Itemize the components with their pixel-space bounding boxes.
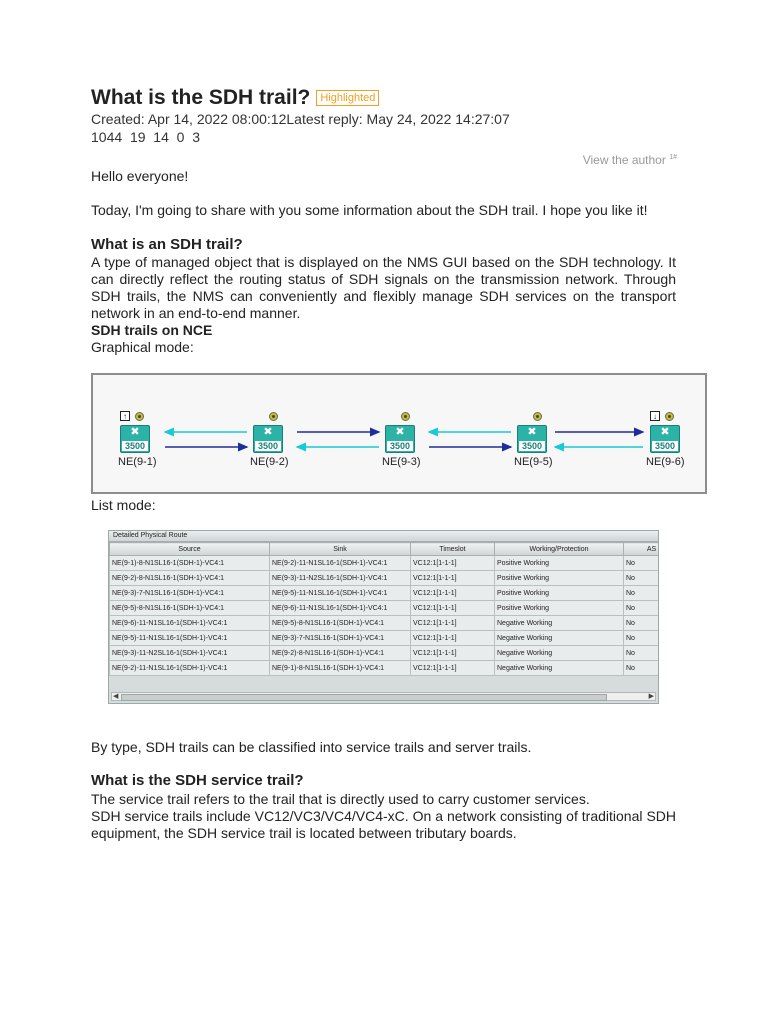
cell-sink: NE(9-5)-8-N1SL16-1(SDH-1)-VC4:1 — [270, 616, 411, 631]
detailed-physical-route-panel — [108, 530, 659, 704]
greeting-text: Hello everyone! — [91, 168, 189, 184]
cell-as: No — [624, 601, 660, 616]
ne-device-icon: ✖ 3500 — [120, 425, 150, 453]
column-header-source[interactable]: Source — [110, 543, 270, 556]
ne-label-9-6: NE(9-6) — [646, 456, 685, 468]
table-row[interactable] — [110, 646, 660, 661]
ne-device-icon: ✖ 3500 — [517, 425, 547, 453]
ne-label-9-2: NE(9-2) — [250, 456, 289, 468]
cell-working-protection: Positive Working — [495, 571, 624, 586]
cell-sink: NE(9-3)-11-N2SL16-1(SDH-1)-VC4:1 — [270, 571, 411, 586]
ne-label-9-5: NE(9-5) — [514, 456, 553, 468]
horizontal-scrollbar[interactable] — [111, 692, 656, 701]
gear-icon — [269, 412, 278, 421]
cell-working-protection: Negative Working — [495, 631, 624, 646]
cell-working-protection: Negative Working — [495, 646, 624, 661]
cell-source: NE(9-1)-8-N1SL16-1(SDH-1)-VC4:1 — [110, 556, 270, 571]
route-table — [109, 542, 659, 676]
created-date: Created: Apr 14, 2022 08:00:12 — [91, 111, 287, 127]
cell-source: NE(9-6)-11-N1SL16-1(SDH-1)-VC4:1 — [110, 616, 270, 631]
ne-node-9-3[interactable] — [385, 425, 419, 453]
cell-as: No — [624, 556, 660, 571]
column-header-as[interactable]: AS — [624, 543, 660, 556]
highlighted-badge: Highlighted — [316, 90, 379, 106]
table-row[interactable] — [110, 661, 660, 676]
table-row[interactable] — [110, 616, 660, 631]
intro-paragraph: Today, I'm going to share with you some information about the SDH trail. I hope you like it! — [91, 202, 648, 218]
cell-working-protection: Positive Working — [495, 556, 624, 571]
cell-sink: NE(9-2)-8-N1SL16-1(SDH-1)-VC4:1 — [270, 646, 411, 661]
cell-sink: NE(9-5)-11-N1SL16-1(SDH-1)-VC4:1 — [270, 586, 411, 601]
column-header-working-protection[interactable]: Working/Protection — [495, 543, 624, 556]
table-row[interactable] — [110, 556, 660, 571]
cell-as: No — [624, 616, 660, 631]
scroll-left-arrow-icon[interactable]: ◀ — [113, 693, 119, 700]
latest-reply-date: Latest reply: May 24, 2022 14:27:07 — [286, 111, 510, 127]
view-count: 1044 — [91, 129, 123, 145]
gear-icon — [665, 412, 674, 421]
ne-label-9-3: NE(9-3) — [382, 456, 421, 468]
reply-count: 19 — [129, 129, 146, 145]
gear-icon — [401, 412, 410, 421]
ne-label-9-1: NE(9-1) — [118, 456, 157, 468]
cell-as: No — [624, 661, 660, 676]
gear-icon — [533, 412, 542, 421]
ne-device-icon: ✖ 3500 — [650, 425, 680, 453]
heading-service-trail: What is the SDH service trail? — [91, 772, 304, 789]
post-title-text: What is the SDH trail? — [91, 86, 311, 109]
cell-source: NE(9-2)-11-N1SL16-1(SDH-1)-VC4:1 — [110, 661, 270, 676]
view-author-text[interactable]: View the author — [582, 153, 666, 167]
post-meta — [91, 110, 511, 146]
service-trail-paragraph-2: SDH service trails include VC12/VC3/VC4/VC4-xC. On a network consisting of traditional SDH equipment, the SDH service trail is located between tributary boards. — [91, 808, 676, 841]
sink-port-icon: ↓ — [650, 411, 660, 421]
cell-sink: NE(9-1)-8-N1SL16-1(SDH-1)-VC4:1 — [270, 661, 411, 676]
floor-number: 1# — [669, 154, 677, 161]
heading-what-is-sdh-trail: What is an SDH trail? — [91, 236, 243, 253]
table-row[interactable] — [110, 571, 660, 586]
panel-caption: Detailed Physical Route — [109, 531, 658, 542]
cell-timeslot: VC12:1[1-1-1] — [411, 586, 495, 601]
cell-as: No — [624, 631, 660, 646]
scroll-right-arrow-icon[interactable]: ▶ — [648, 693, 654, 700]
ne-node-9-6[interactable] — [650, 425, 684, 453]
cell-sink: NE(9-3)-7-N1SL16-1(SDH-1)-VC4:1 — [270, 631, 411, 646]
cell-timeslot: VC12:1[1-1-1] — [411, 616, 495, 631]
gear-icon — [135, 412, 144, 421]
cell-timeslot: VC12:1[1-1-1] — [411, 661, 495, 676]
favorite-count: 0 — [176, 129, 185, 145]
cell-source: NE(9-5)-11-N1SL16-1(SDH-1)-VC4:1 — [110, 631, 270, 646]
graphical-mode-label: Graphical mode: — [91, 339, 194, 355]
scrollbar-thumb[interactable] — [121, 694, 607, 701]
ne-device-icon: ✖ 3500 — [253, 425, 283, 453]
column-header-timeslot[interactable]: Timeslot — [411, 543, 495, 556]
column-header-sink[interactable]: Sink — [270, 543, 411, 556]
service-trail-paragraph-1: The service trail refers to the trail that is directly used to carry customer services. — [91, 791, 590, 807]
share-count: 3 — [192, 129, 201, 145]
trail-topology-diagram — [91, 373, 707, 494]
cell-working-protection: Negative Working — [495, 661, 624, 676]
cell-as: No — [624, 571, 660, 586]
ne-node-9-5[interactable] — [517, 425, 551, 453]
cell-working-protection: Positive Working — [495, 586, 624, 601]
list-mode-label: List mode: — [91, 497, 156, 513]
table-row[interactable] — [110, 601, 660, 616]
post-title — [91, 86, 379, 110]
cell-working-protection: Negative Working — [495, 616, 624, 631]
cell-timeslot: VC12:1[1-1-1] — [411, 631, 495, 646]
cell-source: NE(9-2)-8-N1SL16-1(SDH-1)-VC4:1 — [110, 571, 270, 586]
cell-sink: NE(9-6)-11-N1SL16-1(SDH-1)-VC4:1 — [270, 601, 411, 616]
like-count: 14 — [153, 129, 169, 145]
cell-source: NE(9-3)-11-N2SL16-1(SDH-1)-VC4:1 — [110, 646, 270, 661]
cell-working-protection: Positive Working — [495, 601, 624, 616]
cell-source: NE(9-5)-8-N1SL16-1(SDH-1)-VC4:1 — [110, 601, 270, 616]
cell-timeslot: VC12:1[1-1-1] — [411, 571, 495, 586]
cell-source: NE(9-3)-7-N1SL16-1(SDH-1)-VC4:1 — [110, 586, 270, 601]
ne-node-9-1[interactable] — [120, 425, 154, 453]
ne-node-9-2[interactable] — [253, 425, 287, 453]
heading-sdh-trails-on-nce: SDH trails on NCE — [91, 322, 213, 338]
cell-as: No — [624, 646, 660, 661]
source-port-icon: ↑ — [120, 411, 130, 421]
cell-timeslot: VC12:1[1-1-1] — [411, 601, 495, 616]
classification-paragraph: By type, SDH trails can be classified into service trails and server trails. — [91, 739, 532, 755]
cell-timeslot: VC12:1[1-1-1] — [411, 646, 495, 661]
cell-timeslot: VC12:1[1-1-1] — [411, 556, 495, 571]
table-row[interactable] — [110, 631, 660, 646]
ne-device-icon: ✖ 3500 — [385, 425, 415, 453]
table-row[interactable] — [110, 586, 660, 601]
cell-as: No — [624, 586, 660, 601]
view-author-link[interactable] — [540, 153, 677, 167]
cell-sink: NE(9-2)-11-N1SL16-1(SDH-1)-VC4:1 — [270, 556, 411, 571]
definition-paragraph: A type of managed object that is displayed on the NMS GUI based on the SDH technology. It can directly reflect the routing status of SDH signals on the transmission network. Through SDH trails, the NMS can conveniently and flexibly manage SDH services on the transport network in an end-to-end manner. — [91, 254, 676, 321]
